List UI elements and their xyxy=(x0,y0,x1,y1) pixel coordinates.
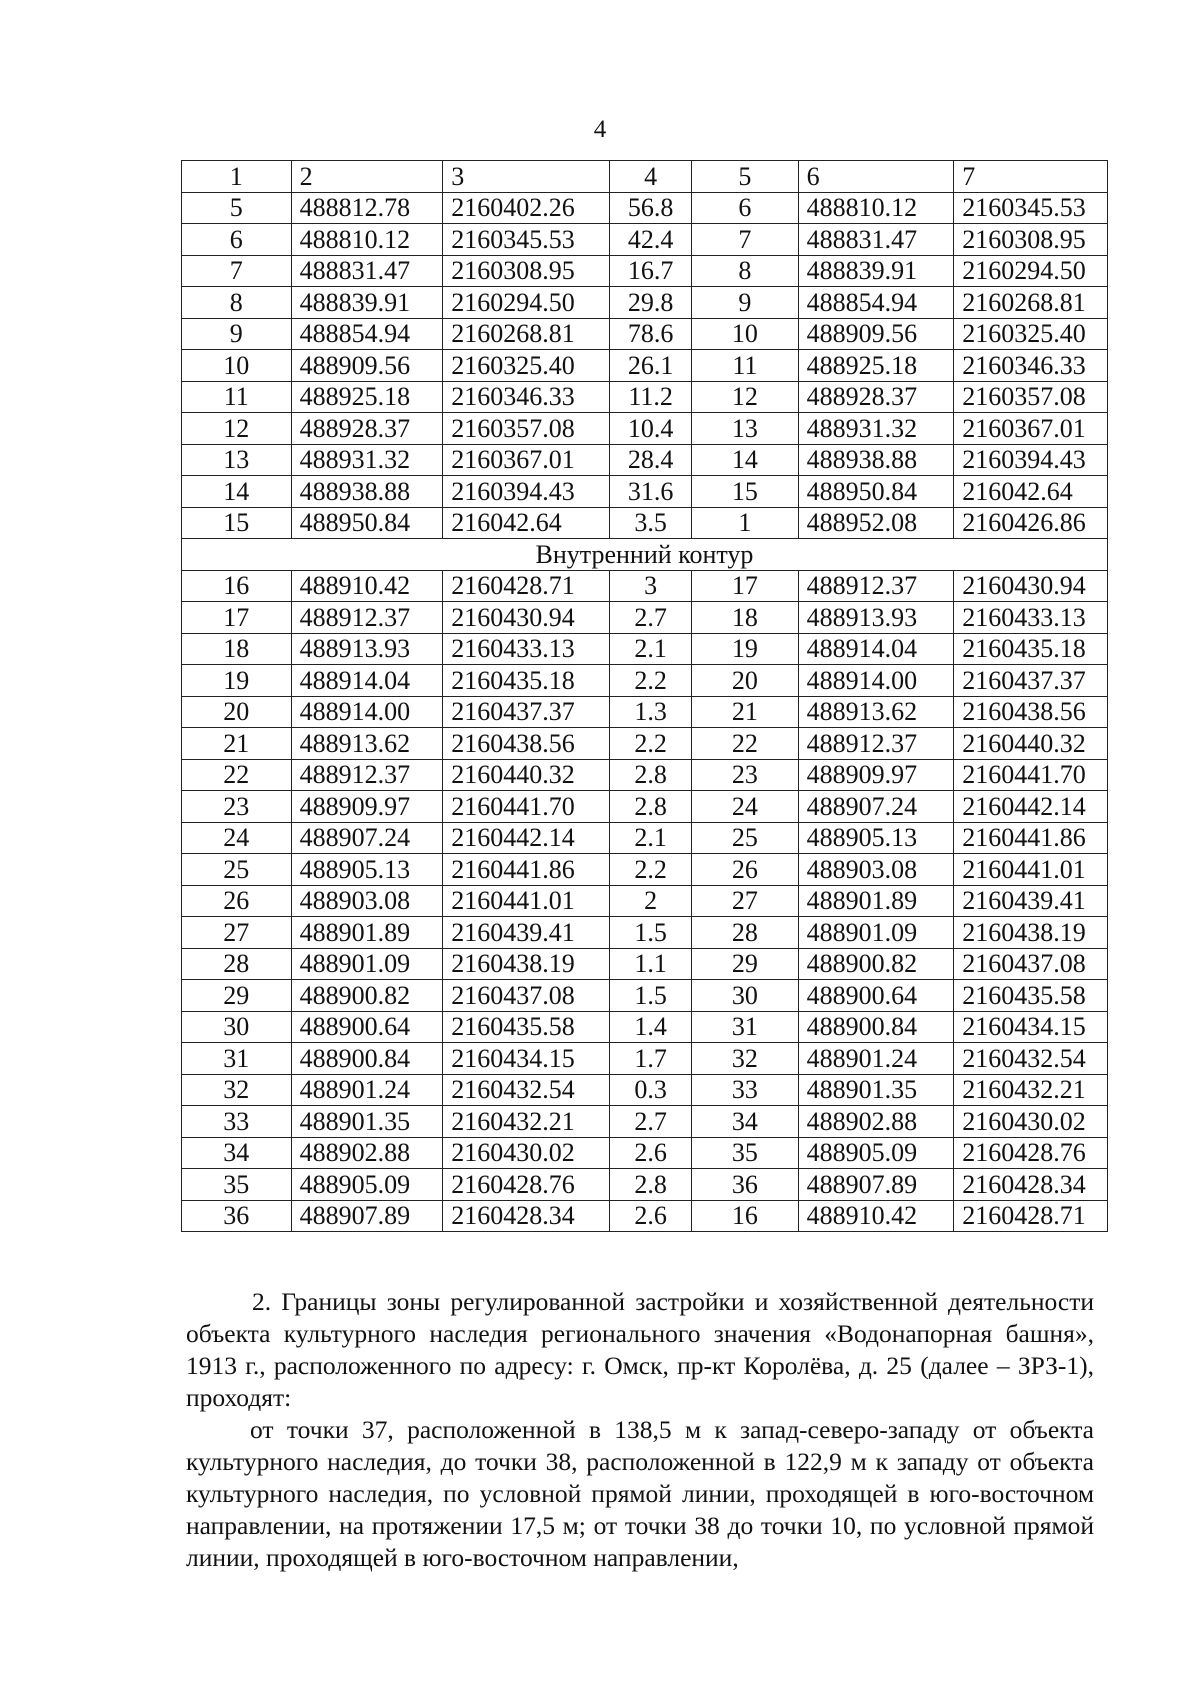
table-row xyxy=(182,696,1108,728)
cell-col-4: 26.1 xyxy=(610,350,692,382)
cell-col-2: 488902.88 xyxy=(291,1137,443,1169)
cell-col-4: 2.6 xyxy=(610,1137,692,1169)
cell-col-7: 2160434.15 xyxy=(954,1011,1108,1043)
cell-col-2: 488938.88 xyxy=(291,476,443,508)
cell-col-7: 2160268.81 xyxy=(954,287,1108,319)
cell-col-5: 25 xyxy=(692,822,799,854)
table-row xyxy=(182,854,1108,886)
cell-col-7: 2160346.33 xyxy=(954,350,1108,382)
cell-col-6: 488912.37 xyxy=(798,570,954,602)
cell-col-7: 2160357.08 xyxy=(954,381,1108,413)
cell-col-2: 488910.42 xyxy=(291,570,443,602)
cell-col-5: 36 xyxy=(692,1169,799,1201)
cell-col-3: 2160402.26 xyxy=(443,192,610,224)
cell-col-1: 24 xyxy=(182,822,292,854)
cell-col-6: 488925.18 xyxy=(798,350,954,382)
table-row xyxy=(182,1169,1108,1201)
cell-col-4: 2.2 xyxy=(610,728,692,760)
cell-col-6: 488950.84 xyxy=(798,476,954,508)
cell-col-7: 216042.64 xyxy=(954,476,1108,508)
paragraph-points-description: от точки 37, расположенной в 138,5 м к запад-северо-западу от объекта культурного наследия, до точки 38, расположенной в 122,9 м к западу от объекта культурного наследия, по условной прямой линии, проходящей в юго-восточном направлении, на протяжении 17,5 м; от точки 38 до точки 10, по условной прямой линии, проходящей в юго-восточном направлении, xyxy=(186,1415,1094,1572)
table-row xyxy=(182,759,1108,791)
cell-col-7: 2160428.71 xyxy=(954,1200,1108,1232)
cell-col-3: 2160438.56 xyxy=(443,728,610,760)
cell-col-3: 2160428.34 xyxy=(443,1200,610,1232)
cell-col-4: 16.7 xyxy=(610,255,692,287)
cell-col-2: 488931.32 xyxy=(291,444,443,476)
cell-col-6: 488903.08 xyxy=(798,854,954,886)
cell-col-7: 2160437.37 xyxy=(954,665,1108,697)
table-row xyxy=(182,1200,1108,1232)
table-row xyxy=(182,885,1108,917)
cell-col-3: 2160346.33 xyxy=(443,381,610,413)
table-row xyxy=(182,570,1108,602)
cell-col-1: 16 xyxy=(182,570,292,602)
cell-col-3: 2160434.15 xyxy=(443,1043,610,1075)
cell-col-1: 12 xyxy=(182,413,292,445)
cell-col-5: 6 xyxy=(692,192,799,224)
cell-col-6: 488912.37 xyxy=(798,728,954,760)
table-row xyxy=(182,791,1108,823)
cell-col-6: 488810.12 xyxy=(798,192,954,224)
cell-col-7: 2160430.94 xyxy=(954,570,1108,602)
cell-col-3: 2160428.71 xyxy=(443,570,610,602)
cell-col-4: 31.6 xyxy=(610,476,692,508)
cell-col-3: 2160430.94 xyxy=(443,602,610,634)
cell-col-5: 16 xyxy=(692,1200,799,1232)
table-row xyxy=(182,917,1108,949)
cell-col-4: 1.5 xyxy=(610,917,692,949)
header-cell-col-7: 7 xyxy=(954,161,1108,193)
cell-col-4: 56.8 xyxy=(610,192,692,224)
cell-col-2: 488901.89 xyxy=(291,917,443,949)
cell-col-4: 0.3 xyxy=(610,1074,692,1106)
cell-col-2: 488914.00 xyxy=(291,696,443,728)
cell-col-4: 2.1 xyxy=(610,633,692,665)
cell-col-5: 35 xyxy=(692,1137,799,1169)
cell-col-5: 21 xyxy=(692,696,799,728)
cell-col-5: 20 xyxy=(692,665,799,697)
cell-col-3: 2160308.95 xyxy=(443,255,610,287)
cell-col-2: 488900.84 xyxy=(291,1043,443,1075)
cell-col-1: 14 xyxy=(182,476,292,508)
cell-col-2: 488909.56 xyxy=(291,350,443,382)
cell-col-1: 17 xyxy=(182,602,292,634)
cell-col-4: 1.7 xyxy=(610,1043,692,1075)
header-cell-col-5: 5 xyxy=(692,161,799,193)
table-row xyxy=(182,350,1108,382)
cell-col-7: 2160440.32 xyxy=(954,728,1108,760)
cell-col-7: 2160294.50 xyxy=(954,255,1108,287)
cell-col-2: 488950.84 xyxy=(291,507,443,539)
cell-col-4: 2.1 xyxy=(610,822,692,854)
cell-col-4: 2.2 xyxy=(610,854,692,886)
cell-col-4: 11.2 xyxy=(610,381,692,413)
cell-col-1: 19 xyxy=(182,665,292,697)
cell-col-3: 216042.64 xyxy=(443,507,610,539)
cell-col-2: 488900.82 xyxy=(291,980,443,1012)
cell-col-5: 13 xyxy=(692,413,799,445)
cell-col-1: 21 xyxy=(182,728,292,760)
cell-col-7: 2160441.01 xyxy=(954,854,1108,886)
cell-col-1: 35 xyxy=(182,1169,292,1201)
cell-col-2: 488903.08 xyxy=(291,885,443,917)
cell-col-1: 6 xyxy=(182,224,292,256)
cell-col-5: 1 xyxy=(692,507,799,539)
cell-col-1: 36 xyxy=(182,1200,292,1232)
cell-col-5: 30 xyxy=(692,980,799,1012)
table-header-row xyxy=(182,161,1108,193)
table-row xyxy=(182,318,1108,350)
cell-col-4: 2.8 xyxy=(610,1169,692,1201)
cell-col-4: 1.3 xyxy=(610,696,692,728)
cell-col-2: 488810.12 xyxy=(291,224,443,256)
cell-col-1: 8 xyxy=(182,287,292,319)
cell-col-3: 2160345.53 xyxy=(443,224,610,256)
cell-col-6: 488909.97 xyxy=(798,759,954,791)
table-row xyxy=(182,665,1108,697)
table-row xyxy=(182,1011,1108,1043)
header-cell-col-1: 1 xyxy=(182,161,292,193)
cell-col-2: 488907.24 xyxy=(291,822,443,854)
table-row xyxy=(182,822,1108,854)
cell-col-2: 488831.47 xyxy=(291,255,443,287)
cell-col-6: 488900.84 xyxy=(798,1011,954,1043)
cell-col-3: 2160367.01 xyxy=(443,444,610,476)
cell-col-6: 488913.62 xyxy=(798,696,954,728)
cell-col-1: 26 xyxy=(182,885,292,917)
paragraph-zrz-boundaries: 2. Границы зоны регулированной застройки и хозяйственной деятельности объекта культурного наследия регионального значения «Водонапорная башня», 1913 г., расположенного по адресу: г. Омск, пр-кт Королёва, д. 25 (далее – ЗРЗ-1), проходят: xyxy=(186,1287,1094,1412)
cell-col-5: 18 xyxy=(692,602,799,634)
cell-col-6: 488902.88 xyxy=(798,1106,954,1138)
cell-col-5: 15 xyxy=(692,476,799,508)
cell-col-1: 15 xyxy=(182,507,292,539)
table-row xyxy=(182,287,1108,319)
cell-col-3: 2160433.13 xyxy=(443,633,610,665)
cell-col-4: 29.8 xyxy=(610,287,692,319)
cell-col-7: 2160438.19 xyxy=(954,917,1108,949)
inner-contour-row xyxy=(182,539,1108,571)
cell-col-1: 25 xyxy=(182,854,292,886)
cell-col-4: 1.4 xyxy=(610,1011,692,1043)
cell-col-3: 2160294.50 xyxy=(443,287,610,319)
cell-col-6: 488901.24 xyxy=(798,1043,954,1075)
cell-col-7: 2160430.02 xyxy=(954,1106,1108,1138)
cell-col-6: 488907.89 xyxy=(798,1169,954,1201)
inner-contour-label: Внутренний контур xyxy=(182,539,1108,571)
cell-col-3: 2160441.01 xyxy=(443,885,610,917)
cell-col-4: 3.5 xyxy=(610,507,692,539)
coordinates-table-body xyxy=(182,161,1108,1232)
cell-col-1: 5 xyxy=(182,192,292,224)
cell-col-4: 2.8 xyxy=(610,791,692,823)
cell-col-6: 488910.42 xyxy=(798,1200,954,1232)
cell-col-6: 488854.94 xyxy=(798,287,954,319)
cell-col-1: 10 xyxy=(182,350,292,382)
cell-col-3: 2160268.81 xyxy=(443,318,610,350)
cell-col-6: 488928.37 xyxy=(798,381,954,413)
cell-col-4: 2 xyxy=(610,885,692,917)
cell-col-5: 9 xyxy=(692,287,799,319)
cell-col-5: 12 xyxy=(692,381,799,413)
table-row xyxy=(182,1074,1108,1106)
cell-col-7: 2160442.14 xyxy=(954,791,1108,823)
cell-col-7: 2160435.58 xyxy=(954,980,1108,1012)
cell-col-5: 22 xyxy=(692,728,799,760)
cell-col-2: 488913.62 xyxy=(291,728,443,760)
cell-col-6: 488905.09 xyxy=(798,1137,954,1169)
cell-col-5: 28 xyxy=(692,917,799,949)
table-row xyxy=(182,948,1108,980)
cell-col-1: 33 xyxy=(182,1106,292,1138)
cell-col-1: 28 xyxy=(182,948,292,980)
cell-col-6: 488952.08 xyxy=(798,507,954,539)
table-row xyxy=(182,444,1108,476)
cell-col-4: 42.4 xyxy=(610,224,692,256)
table-row xyxy=(182,633,1108,665)
cell-col-5: 33 xyxy=(692,1074,799,1106)
table-row xyxy=(182,507,1108,539)
cell-col-2: 488913.93 xyxy=(291,633,443,665)
cell-col-4: 2.8 xyxy=(610,759,692,791)
table-row xyxy=(182,224,1108,256)
table-row xyxy=(182,728,1108,760)
coordinates-table xyxy=(181,160,1108,1232)
cell-col-2: 488905.09 xyxy=(291,1169,443,1201)
cell-col-4: 78.6 xyxy=(610,318,692,350)
cell-col-2: 488912.37 xyxy=(291,602,443,634)
cell-col-5: 27 xyxy=(692,885,799,917)
cell-col-5: 24 xyxy=(692,791,799,823)
cell-col-6: 488905.13 xyxy=(798,822,954,854)
cell-col-3: 2160325.40 xyxy=(443,350,610,382)
cell-col-6: 488901.09 xyxy=(798,917,954,949)
cell-col-4: 1.5 xyxy=(610,980,692,1012)
cell-col-2: 488907.89 xyxy=(291,1200,443,1232)
cell-col-1: 32 xyxy=(182,1074,292,1106)
cell-col-5: 11 xyxy=(692,350,799,382)
cell-col-1: 27 xyxy=(182,917,292,949)
cell-col-7: 2160441.70 xyxy=(954,759,1108,791)
cell-col-2: 488901.35 xyxy=(291,1106,443,1138)
cell-col-3: 2160441.86 xyxy=(443,854,610,886)
cell-col-1: 31 xyxy=(182,1043,292,1075)
cell-col-2: 488914.04 xyxy=(291,665,443,697)
cell-col-2: 488901.09 xyxy=(291,948,443,980)
cell-col-3: 2160428.76 xyxy=(443,1169,610,1201)
cell-col-3: 2160357.08 xyxy=(443,413,610,445)
cell-col-6: 488831.47 xyxy=(798,224,954,256)
cell-col-2: 488928.37 xyxy=(291,413,443,445)
cell-col-3: 2160437.08 xyxy=(443,980,610,1012)
cell-col-5: 8 xyxy=(692,255,799,287)
cell-col-7: 2160435.18 xyxy=(954,633,1108,665)
cell-col-5: 32 xyxy=(692,1043,799,1075)
cell-col-2: 488839.91 xyxy=(291,287,443,319)
table-row xyxy=(182,413,1108,445)
table-row xyxy=(182,1106,1108,1138)
cell-col-6: 488901.35 xyxy=(798,1074,954,1106)
table-row xyxy=(182,1043,1108,1075)
cell-col-5: 34 xyxy=(692,1106,799,1138)
cell-col-6: 488901.89 xyxy=(798,885,954,917)
cell-col-2: 488912.37 xyxy=(291,759,443,791)
cell-col-5: 17 xyxy=(692,570,799,602)
cell-col-4: 2.2 xyxy=(610,665,692,697)
cell-col-6: 488914.00 xyxy=(798,665,954,697)
cell-col-2: 488901.24 xyxy=(291,1074,443,1106)
cell-col-3: 2160437.37 xyxy=(443,696,610,728)
cell-col-7: 2160439.41 xyxy=(954,885,1108,917)
cell-col-4: 2.7 xyxy=(610,602,692,634)
body-text xyxy=(186,1286,1094,1574)
page-number: 4 xyxy=(593,116,607,143)
header-cell-col-4: 4 xyxy=(610,161,692,193)
cell-col-3: 2160430.02 xyxy=(443,1137,610,1169)
cell-col-5: 10 xyxy=(692,318,799,350)
table-row xyxy=(182,476,1108,508)
cell-col-3: 2160442.14 xyxy=(443,822,610,854)
cell-col-1: 29 xyxy=(182,980,292,1012)
cell-col-6: 488913.93 xyxy=(798,602,954,634)
cell-col-3: 2160439.41 xyxy=(443,917,610,949)
cell-col-6: 488900.64 xyxy=(798,980,954,1012)
cell-col-7: 2160428.34 xyxy=(954,1169,1108,1201)
cell-col-6: 488938.88 xyxy=(798,444,954,476)
cell-col-1: 23 xyxy=(182,791,292,823)
cell-col-4: 2.6 xyxy=(610,1200,692,1232)
table-row xyxy=(182,255,1108,287)
cell-col-5: 7 xyxy=(692,224,799,256)
header-cell-col-3: 3 xyxy=(443,161,610,193)
cell-col-2: 488900.64 xyxy=(291,1011,443,1043)
cell-col-5: 23 xyxy=(692,759,799,791)
cell-col-1: 7 xyxy=(182,255,292,287)
table-row xyxy=(182,1137,1108,1169)
cell-col-2: 488909.97 xyxy=(291,791,443,823)
cell-col-3: 2160432.54 xyxy=(443,1074,610,1106)
cell-col-7: 2160426.86 xyxy=(954,507,1108,539)
cell-col-1: 11 xyxy=(182,381,292,413)
cell-col-7: 2160432.54 xyxy=(954,1043,1108,1075)
cell-col-6: 488900.82 xyxy=(798,948,954,980)
cell-col-1: 20 xyxy=(182,696,292,728)
cell-col-1: 34 xyxy=(182,1137,292,1169)
header-cell-col-2: 2 xyxy=(291,161,443,193)
cell-col-2: 488925.18 xyxy=(291,381,443,413)
cell-col-4: 10.4 xyxy=(610,413,692,445)
cell-col-7: 2160437.08 xyxy=(954,948,1108,980)
cell-col-1: 22 xyxy=(182,759,292,791)
cell-col-3: 2160435.58 xyxy=(443,1011,610,1043)
cell-col-7: 2160325.40 xyxy=(954,318,1108,350)
cell-col-2: 488812.78 xyxy=(291,192,443,224)
header-cell-col-6: 6 xyxy=(798,161,954,193)
cell-col-6: 488931.32 xyxy=(798,413,954,445)
cell-col-7: 2160308.95 xyxy=(954,224,1108,256)
cell-col-3: 2160435.18 xyxy=(443,665,610,697)
table-row xyxy=(182,192,1108,224)
cell-col-7: 2160367.01 xyxy=(954,413,1108,445)
cell-col-1: 30 xyxy=(182,1011,292,1043)
cell-col-7: 2160428.76 xyxy=(954,1137,1108,1169)
cell-col-3: 2160440.32 xyxy=(443,759,610,791)
cell-col-7: 2160433.13 xyxy=(954,602,1108,634)
cell-col-7: 2160394.43 xyxy=(954,444,1108,476)
cell-col-7: 2160438.56 xyxy=(954,696,1108,728)
cell-col-3: 2160394.43 xyxy=(443,476,610,508)
cell-col-7: 2160345.53 xyxy=(954,192,1108,224)
cell-col-7: 2160441.86 xyxy=(954,822,1108,854)
cell-col-5: 29 xyxy=(692,948,799,980)
cell-col-3: 2160441.70 xyxy=(443,791,610,823)
cell-col-1: 13 xyxy=(182,444,292,476)
cell-col-4: 3 xyxy=(610,570,692,602)
cell-col-1: 9 xyxy=(182,318,292,350)
cell-col-5: 19 xyxy=(692,633,799,665)
cell-col-6: 488839.91 xyxy=(798,255,954,287)
cell-col-6: 488909.56 xyxy=(798,318,954,350)
cell-col-5: 26 xyxy=(692,854,799,886)
cell-col-6: 488907.24 xyxy=(798,791,954,823)
cell-col-5: 14 xyxy=(692,444,799,476)
cell-col-5: 31 xyxy=(692,1011,799,1043)
cell-col-4: 28.4 xyxy=(610,444,692,476)
cell-col-6: 488914.04 xyxy=(798,633,954,665)
table-row xyxy=(182,381,1108,413)
cell-col-4: 2.7 xyxy=(610,1106,692,1138)
cell-col-4: 1.1 xyxy=(610,948,692,980)
cell-col-7: 2160432.21 xyxy=(954,1074,1108,1106)
table-row xyxy=(182,980,1108,1012)
cell-col-3: 2160432.21 xyxy=(443,1106,610,1138)
cell-col-2: 488905.13 xyxy=(291,854,443,886)
cell-col-2: 488854.94 xyxy=(291,318,443,350)
cell-col-1: 18 xyxy=(182,633,292,665)
cell-col-3: 2160438.19 xyxy=(443,948,610,980)
table-row xyxy=(182,602,1108,634)
